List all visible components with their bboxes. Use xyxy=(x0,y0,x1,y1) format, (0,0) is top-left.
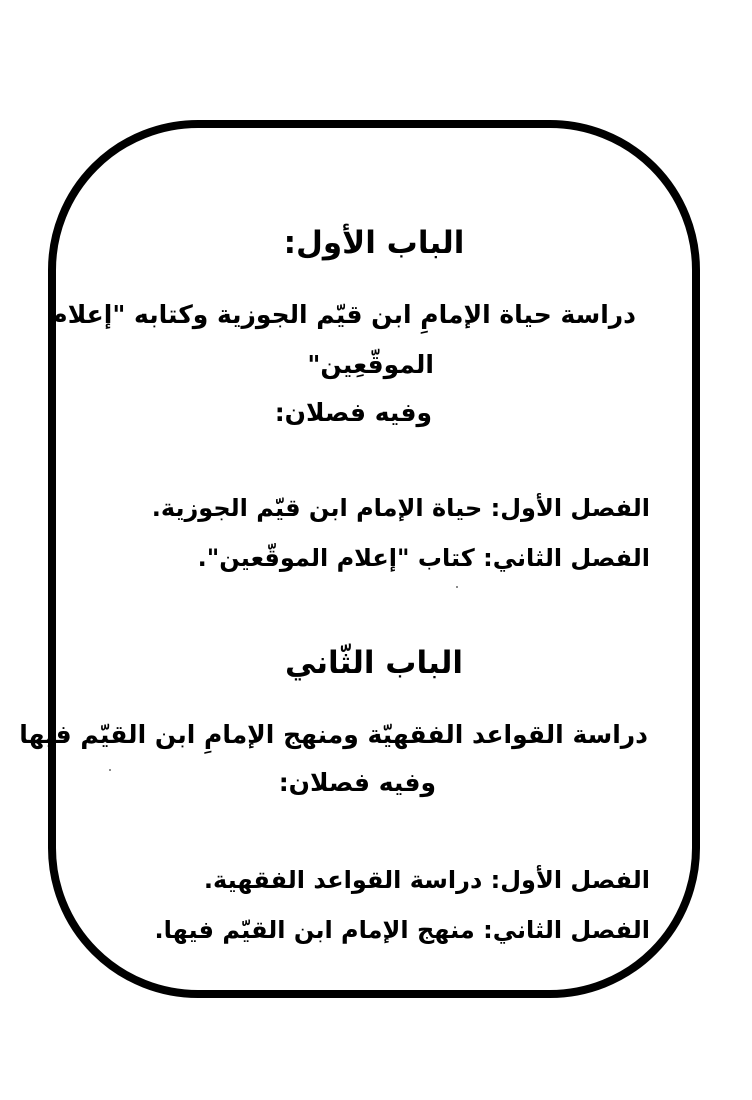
scan-speck xyxy=(456,586,458,588)
part-one-heading: الباب الأول: xyxy=(283,225,465,261)
part-one-title-line-2: الموقّعِين" xyxy=(307,350,434,379)
part-two-chapter-2: الفصل الثاني: منهج الإمام ابن القيّم فيها. xyxy=(154,916,650,944)
part-one-chapter-1: الفصل الأول: حياة الإمام ابن قيّم الجوزية. xyxy=(151,494,650,522)
part-one-chapter-2: الفصل الثاني: كتاب "إعلام الموقّعين". xyxy=(197,544,650,572)
part-two-title-line-1: دراسة القواعد الفقهيّة ومنهج الإمامِ ابن القيّم فيها xyxy=(19,720,648,749)
part-one-title-line-1: دراسة حياة الإمامِ ابن قيّم الجوزية وكتابه "إعلام xyxy=(49,300,636,329)
part-one-subtitle: وفيه فصلان: xyxy=(274,398,432,427)
part-two-subtitle: وفيه فصلان: xyxy=(278,768,436,797)
part-two-chapter-1: الفصل الأول: دراسة القواعد الفقهية. xyxy=(203,866,650,894)
scan-speck xyxy=(109,769,111,771)
part-two-heading: الباب الثّاني xyxy=(284,645,464,681)
